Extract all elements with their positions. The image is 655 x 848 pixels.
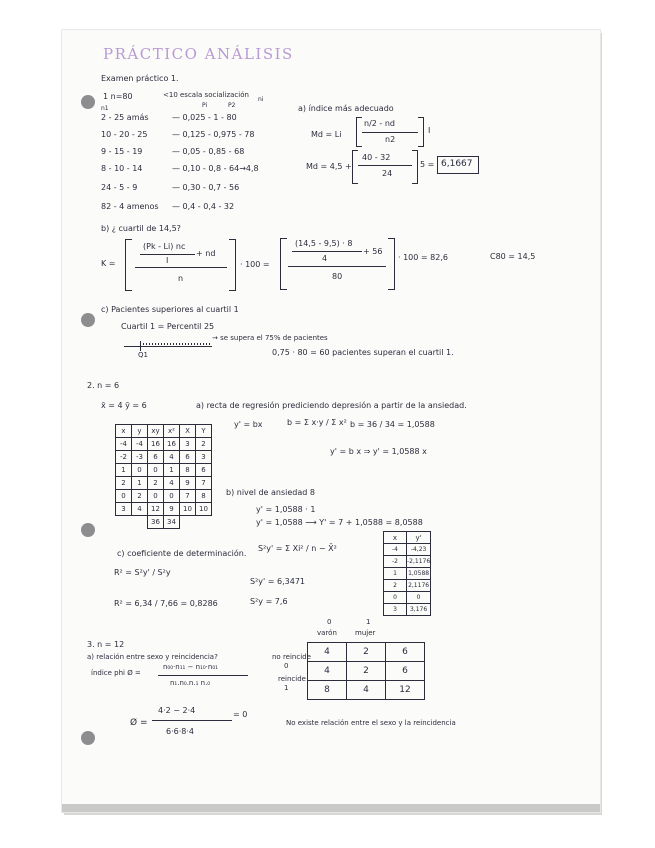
table-cell: 7	[180, 490, 196, 503]
p3-number: 3. n = 12	[87, 640, 125, 649]
table-cell: 10	[196, 503, 212, 516]
table-header-cell: Y	[196, 425, 212, 438]
p1-row-b: — 0,025 - 1 - 80	[172, 113, 237, 122]
k-denominator: n	[178, 274, 184, 283]
table-cell: 6	[148, 451, 164, 464]
table-empty-cell	[116, 516, 148, 529]
table-cell: 6	[386, 643, 425, 662]
table-cell: 0	[116, 490, 132, 503]
fraction-line	[362, 132, 418, 133]
k-mid: I	[166, 256, 169, 265]
table-cell: -4,23	[407, 544, 431, 556]
p1-row-a: 8 - 10 - 14	[101, 164, 143, 173]
p1-header-pi: Pi	[202, 102, 208, 109]
p2a-label: a) recta de regresión prediciendo depresión a partir de la ansiedad.	[196, 401, 467, 410]
table-cell: 12	[148, 503, 164, 516]
s2y-formula: S²y' = Σ Xi² / n − X̄²	[258, 544, 337, 553]
binder-hole	[81, 95, 95, 109]
page-bottom-edge	[62, 804, 600, 812]
phi-calc-top: 4·2 − 2·4	[158, 706, 196, 715]
b-formula: b = Σ x·y / Σ x²	[287, 418, 347, 427]
row0-num: 0	[284, 662, 289, 670]
table-header-cell: x²	[164, 425, 180, 438]
table-header-cell: x	[116, 425, 132, 438]
fraction-line	[140, 254, 195, 255]
q1-label: Q1	[138, 351, 148, 359]
p1-row-a: 24 - 5 - 9	[101, 183, 138, 192]
yhat-equation: y' = bx	[234, 420, 263, 429]
table-cell: 7	[196, 477, 212, 490]
table-cell: 1	[116, 464, 132, 477]
phi-result: = 0	[233, 710, 248, 719]
k2-mid: 4	[322, 254, 328, 263]
table-row	[384, 580, 431, 592]
table-cell: 4	[308, 643, 347, 662]
q1-tick	[140, 341, 141, 351]
table-cell: 0	[148, 490, 164, 503]
table-cell: 9	[180, 477, 196, 490]
table-cell: 3,176	[407, 604, 431, 616]
table-cell: 4	[308, 662, 347, 681]
table-header-cell: xy	[148, 425, 164, 438]
r2-formula: R² = S²y' / S²y	[114, 568, 171, 577]
table-cell: 1	[132, 477, 148, 490]
hatched-region	[143, 343, 211, 345]
k2-numerator: (14,5 - 9,5) · 8	[295, 239, 353, 248]
y-equation: y' = b x ⇒ y' = 1,0588 x	[330, 447, 427, 456]
p2b-label: b) nivel de ansiedad 8	[226, 488, 315, 497]
col1-num: 1	[366, 618, 371, 626]
k-nd: + nd	[196, 249, 216, 258]
k-times-100: · 100 =	[240, 260, 270, 269]
predicted-table	[383, 531, 431, 616]
table-cell: 2	[148, 477, 164, 490]
table-total-cell: 36	[148, 516, 164, 529]
table-cell: 1	[164, 464, 180, 477]
table-cell: -2	[384, 556, 407, 568]
binder-hole	[81, 731, 95, 745]
bracket-left	[280, 238, 287, 290]
table-cell: 2	[196, 438, 212, 451]
table-cell: 16	[148, 438, 164, 451]
table-cell: 12	[386, 681, 425, 700]
table-cell: 2,1176	[407, 580, 431, 592]
p2-number: 2. n = 6	[87, 381, 120, 390]
p1c-result: 0,75 · 80 = 60 pacientes superan el cuartil 1.	[272, 348, 454, 357]
median-calc-tail: 5 =	[420, 160, 435, 169]
p1-row-b: — 0,125 - 0,975 - 78	[172, 130, 255, 139]
table-cell: 2	[347, 643, 386, 662]
median-calc: Md = 4,5 +	[306, 162, 352, 171]
table-cell: 4	[347, 681, 386, 700]
table-row	[308, 662, 425, 681]
table-cell: 16	[164, 438, 180, 451]
table-row	[116, 503, 212, 516]
table-cell: 4	[164, 451, 180, 464]
table-cell: -2,1176	[407, 556, 431, 568]
p1-row-a: 82 - 4 amenos	[101, 202, 159, 211]
table-row	[384, 568, 431, 580]
table-row	[116, 477, 212, 490]
table-row	[384, 604, 431, 616]
median-tail: I	[428, 126, 431, 135]
phi-numerator: n₀₀·n₁₁ − n₁₀·n₀₁	[163, 663, 218, 671]
fraction-line	[358, 165, 412, 166]
table-cell: 6	[386, 662, 425, 681]
s2y-value-1: S²y' = 6,3471	[250, 577, 305, 586]
table-cell: 3	[116, 503, 132, 516]
median-calc-top: 40 - 32	[362, 153, 391, 162]
p3-conclusion: No existe relación entre el sexo y la reincidencia	[286, 719, 456, 727]
table-header-cell: y	[132, 425, 148, 438]
median-result: 6,1667	[441, 159, 473, 169]
table-cell: 0	[132, 464, 148, 477]
fraction-line	[292, 251, 362, 252]
col0-label: varón	[317, 629, 337, 637]
p1-row-b: — 0,05 - 0,85 - 68	[172, 147, 245, 156]
phi-calc-bottom: 6·6·8·4	[166, 727, 194, 736]
table-cell: 3	[180, 438, 196, 451]
number-line	[124, 346, 212, 347]
row0-label: no reincide	[272, 653, 311, 661]
table-cell: 2	[132, 490, 148, 503]
table-cell: 2	[347, 662, 386, 681]
bracket-right	[229, 239, 236, 291]
table-cell: 8	[308, 681, 347, 700]
table-header-cell: y'	[407, 532, 431, 544]
row1-label: reincide	[278, 675, 306, 683]
median-formula: Md = Li	[311, 130, 342, 139]
page-title: PRÁCTICO ANÁLISIS	[103, 45, 294, 63]
row1-num: 1	[284, 684, 289, 692]
s2y-value-2: S²y = 7,6	[250, 597, 288, 606]
p3a-label: a) relación entre sexo y reincidencia?	[87, 653, 218, 661]
table-totals-row	[116, 516, 212, 529]
r2-value: R² = 6,34 / 7,66 = 0,8286	[114, 599, 218, 608]
p2b-line1: y' = 1,0588 · 1	[256, 505, 316, 514]
p2b-line2: y' = 1,0588 ⟶ Y' = 7 + 1,0588 = 8,0588	[256, 518, 423, 527]
median-frac-top: n/2 - nd	[364, 119, 395, 128]
table-row	[308, 681, 425, 700]
table-header-cell: X	[180, 425, 196, 438]
table-cell: 1,0588	[407, 568, 431, 580]
col1-label: mujer	[355, 629, 376, 637]
p1-row-a: 10 - 20 - 25	[101, 130, 148, 139]
k-numerator: (Pk - Li) nc	[143, 242, 186, 251]
table-cell: -4	[116, 438, 132, 451]
p1-row-b: — 0,30 - 0,7 - 56	[172, 183, 240, 192]
p1c-note: → se supera el 75% de pacientes	[212, 334, 328, 342]
table-cell: 8	[180, 464, 196, 477]
table-cell: 4	[132, 503, 148, 516]
binder-hole	[81, 313, 95, 327]
p1-row-a: 2 - 25 amás	[101, 113, 149, 122]
table-cell: 8	[196, 490, 212, 503]
fraction-line	[158, 675, 248, 676]
col0-num: 0	[327, 618, 332, 626]
table-cell: 4	[164, 477, 180, 490]
table-cell: 0	[148, 464, 164, 477]
p2-means: x̄ = 4 ȳ = 6	[101, 401, 147, 410]
table-cell: 3	[384, 604, 407, 616]
table-row	[308, 643, 425, 662]
p1-header-ni: ni	[258, 96, 264, 103]
p1b-label: b) ¿ cuartil de 14,5?	[101, 224, 181, 233]
k2-result: · 100 = 82,6	[398, 253, 448, 262]
table-cell: 0	[384, 592, 407, 604]
subtitle: Examen práctico 1.	[101, 74, 179, 83]
table-cell: 10	[180, 503, 196, 516]
fraction-line	[288, 266, 386, 267]
bracket-right	[418, 117, 424, 147]
c80-result: C80 = 14,5	[490, 252, 536, 261]
table-row	[116, 490, 212, 503]
k2-denominator: 80	[332, 272, 343, 281]
table-cell: -4	[132, 438, 148, 451]
table-cell: 2	[116, 477, 132, 490]
table-row	[384, 592, 431, 604]
table-cell: 9	[164, 503, 180, 516]
fraction-line	[135, 267, 227, 268]
median-frac-bottom: n2	[385, 135, 396, 144]
p1-row-a: 9 - 15 - 19	[101, 147, 143, 156]
table-cell: 6	[180, 451, 196, 464]
phi-label: índice phi Ø =	[91, 669, 141, 677]
k2-plus: + 56	[363, 247, 383, 256]
table-header-row	[116, 425, 212, 438]
table-row	[384, 544, 431, 556]
table-cell: 6	[196, 464, 212, 477]
table-row	[116, 451, 212, 464]
bracket-left	[125, 239, 132, 291]
p2c-label: c) coeficiente de determinación.	[117, 549, 247, 558]
bracket-right	[412, 150, 418, 184]
bracket-right	[388, 238, 395, 290]
p1-header-p2: P2	[228, 102, 236, 109]
phi-calc: Ø =	[130, 718, 148, 728]
table-total-cell: 34	[164, 516, 180, 529]
k-lhs: K =	[101, 259, 116, 268]
table-row	[384, 556, 431, 568]
table-cell: -4	[384, 544, 407, 556]
fraction-line	[152, 720, 232, 721]
p1-row-b: — 0,4 - 0,4 - 32	[172, 202, 235, 211]
binder-hole	[81, 523, 95, 537]
p1c-label: c) Pacientes superiores al cuartil 1	[101, 305, 239, 314]
table-cell: -2	[116, 451, 132, 464]
table-cell: 2	[384, 580, 407, 592]
table-header-row	[384, 532, 431, 544]
table-cell: 1	[384, 568, 407, 580]
p1-number: 1 n=80	[103, 92, 133, 101]
p1c-line1: Cuartil 1 = Percentil 25	[121, 322, 215, 331]
table-cell: 0	[407, 592, 431, 604]
table-cell: 0	[164, 490, 180, 503]
table-row	[116, 438, 212, 451]
contingency-table	[307, 642, 425, 700]
median-calc-bottom: 24	[382, 169, 393, 178]
p1-note: <10 escala socialización	[163, 91, 249, 99]
phi-denominator: n₁.n₀.n.₁ n.₀	[170, 679, 211, 687]
bracket-left	[352, 150, 358, 184]
p1-row-b: — 0,10 - 0,8 - 64→4,8	[172, 164, 259, 173]
b-value: b = 36 / 34 = 1,0588	[350, 420, 435, 429]
table-row	[116, 464, 212, 477]
table-header-cell: x	[384, 532, 407, 544]
table-cell: -3	[132, 451, 148, 464]
regression-table	[115, 424, 212, 529]
p1a-label: a) índice más adecuado	[298, 104, 394, 113]
p1-header-n1: n1	[101, 105, 109, 112]
table-cell: 3	[196, 451, 212, 464]
